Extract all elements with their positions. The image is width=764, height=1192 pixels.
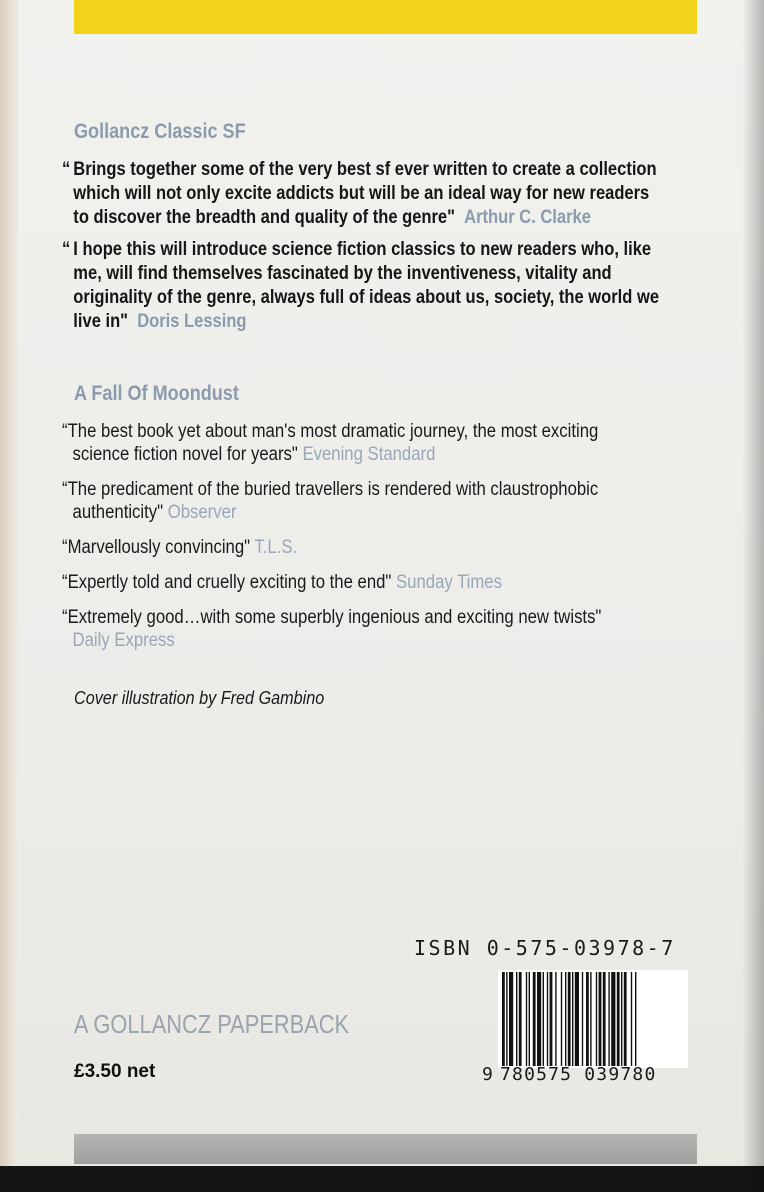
barcode-bar <box>519 972 522 1066</box>
attribution-sunday-times: Sunday Times <box>396 572 502 593</box>
quote-evening-standard: “The best book yet about man's most dramatic journey, the most exciting science fiction novel for years" Evening Standard <box>62 421 599 465</box>
barcode-bar <box>506 972 507 1066</box>
barcode-bar <box>502 972 505 1066</box>
barcode-bar <box>635 972 636 1066</box>
illustration-credit: Cover illustration by Fred Gambino <box>74 688 325 708</box>
barcode-bar <box>617 972 620 1066</box>
barcode-bar <box>608 972 609 1066</box>
barcode-bar <box>547 972 548 1066</box>
barcode-bar <box>572 972 573 1066</box>
barcode-bar <box>596 972 597 1066</box>
barcode-bar <box>568 972 571 1066</box>
barcode-bar <box>529 972 530 1066</box>
barcode-bar <box>599 972 602 1066</box>
barcode-bar <box>533 972 536 1066</box>
attribution-clarke: Arthur C. Clarke <box>464 207 591 228</box>
imprint-label: A GOLLANCZ PAPERBACK <box>74 1009 350 1039</box>
barcode-bar <box>516 972 517 1066</box>
barcode-bar <box>586 972 589 1066</box>
barcode-bar <box>582 972 583 1066</box>
quote-observer: “The predicament of the buried travellers is rendered with claustrophobic authenticity" Observer <box>62 479 599 523</box>
barcode-first-digit: 9 <box>482 1064 493 1085</box>
barcode-bar <box>509 972 513 1066</box>
price: £3.50 net <box>74 1061 156 1082</box>
bottom-edge <box>0 1166 764 1192</box>
barcode-bar <box>603 972 606 1066</box>
barcode-bar <box>565 972 566 1066</box>
barcode <box>498 970 688 1068</box>
attribution-lessing: Doris Lessing <box>137 311 247 332</box>
barcode-bar <box>561 972 562 1066</box>
series-heading: Gollancz Classic SF <box>74 120 246 143</box>
quote-lessing: “ I hope this will introduce science fiction classics to new readers who, like me, will find themselves fascinated by the inventiveness, vitality and originality of the genre, always full of ideas about us, society, the world we live in" Doris Lessing <box>62 239 660 332</box>
barcode-bar <box>543 972 544 1066</box>
barcode-bar <box>611 972 615 1066</box>
barcode-bar <box>537 972 541 1066</box>
attribution-daily-express: Daily Express <box>72 630 175 651</box>
attribution-evening-standard: Evening Standard <box>302 444 436 465</box>
yellow-band <box>74 0 697 34</box>
barcode-bar <box>624 972 627 1066</box>
barcode-bar <box>550 972 553 1066</box>
spine-edge <box>0 0 18 1170</box>
quote-sunday-times: “Expertly told and cruelly exciting to the end" Sunday Times <box>62 572 502 593</box>
isbn: ISBN 0-575-03978-7 <box>414 936 676 960</box>
quote-tls: “Marvellously convincing" T.L.S. <box>62 537 298 558</box>
book-title-heading: A Fall Of Moondust <box>74 382 239 405</box>
barcode-bar <box>621 972 622 1066</box>
barcode-bar <box>555 972 556 1066</box>
barcode-bar <box>526 972 527 1066</box>
gray-band <box>74 1134 697 1164</box>
attribution-tls: T.L.S. <box>254 537 298 558</box>
barcode-bar <box>631 972 632 1066</box>
barcode-bar <box>575 972 579 1066</box>
quote-clarke: “ Brings together some of the very best sf ever written to create a collection which will not only excite addicts but will be an ideal way for new readers to discover the breadth and quality of the genre" Arthur C. Clarke <box>62 159 657 228</box>
barcode-digits: 780575 039780 <box>500 1064 657 1085</box>
attribution-observer: Observer <box>167 502 237 523</box>
barcode-bar <box>590 972 591 1066</box>
right-edge-shadow <box>742 0 764 1192</box>
quote-daily-express: “Extremely good…with some superbly ingenious and exciting new twists" Daily Express <box>62 607 602 651</box>
